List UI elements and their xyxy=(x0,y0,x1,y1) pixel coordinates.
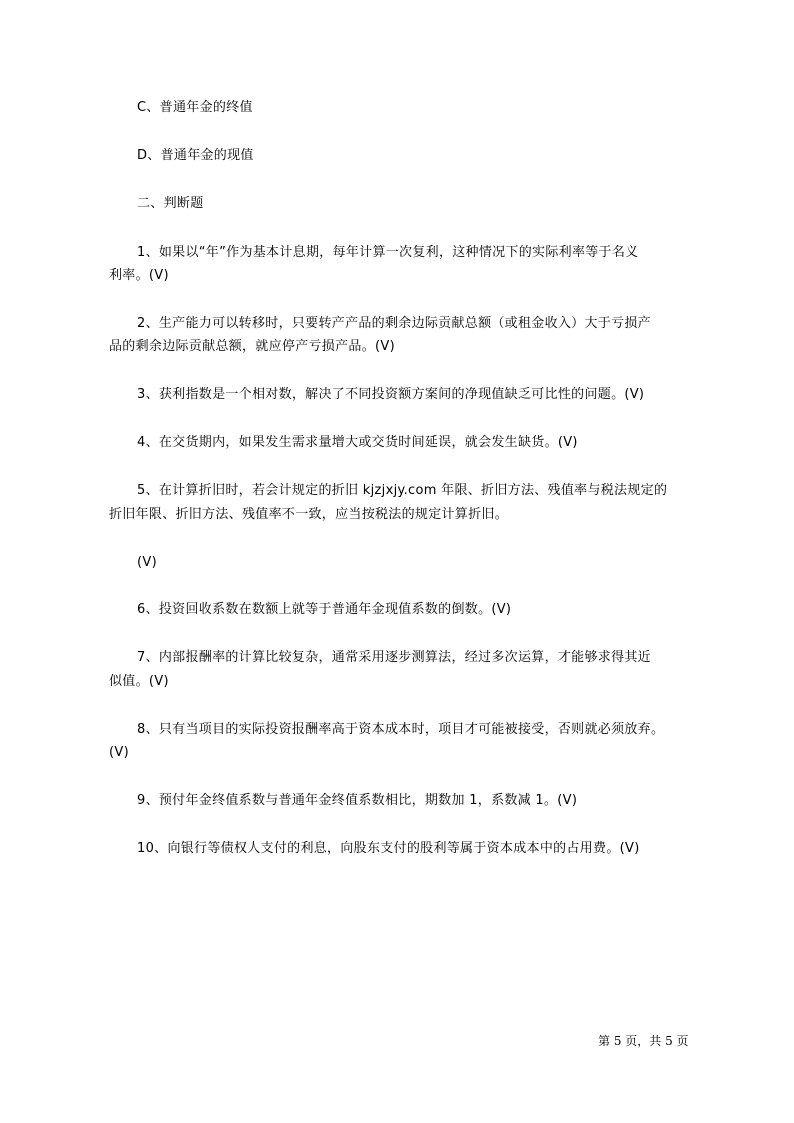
section-heading: 二、判断题 xyxy=(137,196,204,211)
question-9-line-1: 9、预付年金终值系数与普通年金终值系数相比，期数加 1，系数减 1。(V) xyxy=(137,793,578,808)
question-2-line-2: 品的剩余边际贡献总额，就应停产亏损产品。(V) xyxy=(109,339,395,354)
question-1-line-2: 利率。(V) xyxy=(109,268,169,283)
question-2-line-1: 2、生产能力可以转移时，只要转产产品的剩余边际贡献总额（或租金收入）大于亏损产 xyxy=(137,316,651,331)
question-8-line-2: (V) xyxy=(109,745,129,760)
question-10-line-1: 10、向银行等债权人支付的利息，向股东支付的股利等属于资本成本中的占用费。(V) xyxy=(137,841,640,856)
question-5-line-1: 5、在计算折旧时，若会计规定的折旧 kjzjxjy.com 年限、折旧方法、残值率与税法规定的 xyxy=(137,483,668,498)
question-7-line-1: 7、内部报酬率的计算比较复杂，通常采用逐步测算法，经过多次运算，才能够求得其近 xyxy=(137,650,651,665)
option-d: D、普通年金的现值 xyxy=(137,148,254,163)
question-6-line-1: 6、投资回收系数在数额上就等于普通年金现值系数的倒数。(V) xyxy=(137,602,512,617)
question-8-line-1: 8、只有当项目的实际投资报酬率高于资本成本时，项目才可能被接受，否则就必须放弃。 xyxy=(137,722,665,737)
question-3-line-1: 3、获利指数是一个相对数，解决了不同投资额方案间的净现值缺乏可比性的问题。(V) xyxy=(137,387,645,402)
question-1-line-1: 1、如果以“年”作为基本计息期，每年计算一次复利，这种情况下的实际利率等于名义 xyxy=(137,245,639,260)
question-5-line-3: (V) xyxy=(137,555,157,570)
question-7-line-2: 似值。(V) xyxy=(109,674,169,689)
page-footer-number: 第 5 页，共 5 页 xyxy=(598,1034,689,1048)
question-5-line-2: 折旧年限、折旧方法、残值率不一致，应当按税法的规定计算折旧。 xyxy=(109,507,509,522)
question-4-line-1: 4、在交货期内，如果发生需求量增大或交货时间延误，就会发生缺货。(V) xyxy=(137,435,578,450)
option-c: C、普通年金的终值 xyxy=(137,100,253,115)
